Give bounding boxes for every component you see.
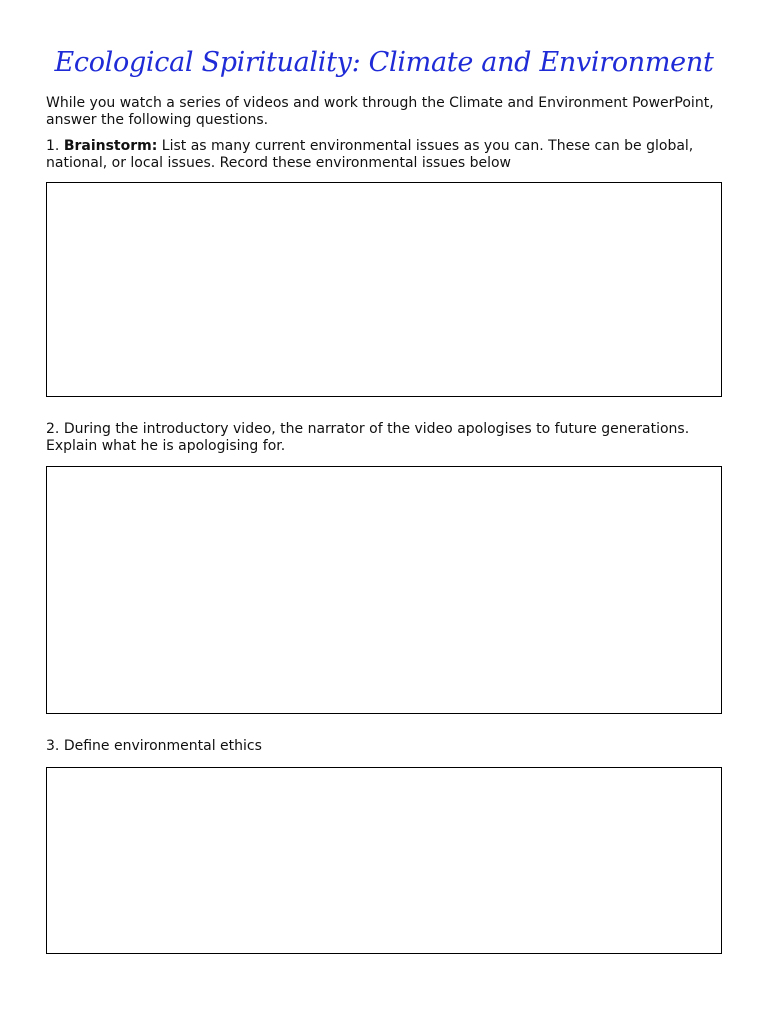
question-3-number: 3. xyxy=(46,738,60,754)
question-2-number: 2. xyxy=(46,421,60,437)
question-1 xyxy=(46,138,726,172)
worksheet-title: Ecological Spirituality: Climate and Environment xyxy=(54,47,714,78)
question-1-text: List as many current environmental issues as you can. These can be global, national, or local issues. Record these environmental issues below xyxy=(46,138,694,171)
answer-box-3[interactable] xyxy=(46,767,722,954)
question-1-number: 1. xyxy=(46,138,60,154)
intro-text: While you watch a series of videos and work through the Climate and Environment PowerPoint, answer the following questions. xyxy=(46,95,714,128)
question-3 xyxy=(46,738,726,755)
question-3-text: Define environmental ethics xyxy=(63,738,262,754)
answer-box-2[interactable] xyxy=(46,466,722,714)
question-2-text: During the introductory video, the narrator of the video apologises to future generations. Explain what he is apologising for. xyxy=(46,421,690,454)
question-1-bold-label: Brainstorm: xyxy=(63,138,158,154)
question-2 xyxy=(46,421,726,455)
answer-box-1[interactable] xyxy=(46,182,722,397)
